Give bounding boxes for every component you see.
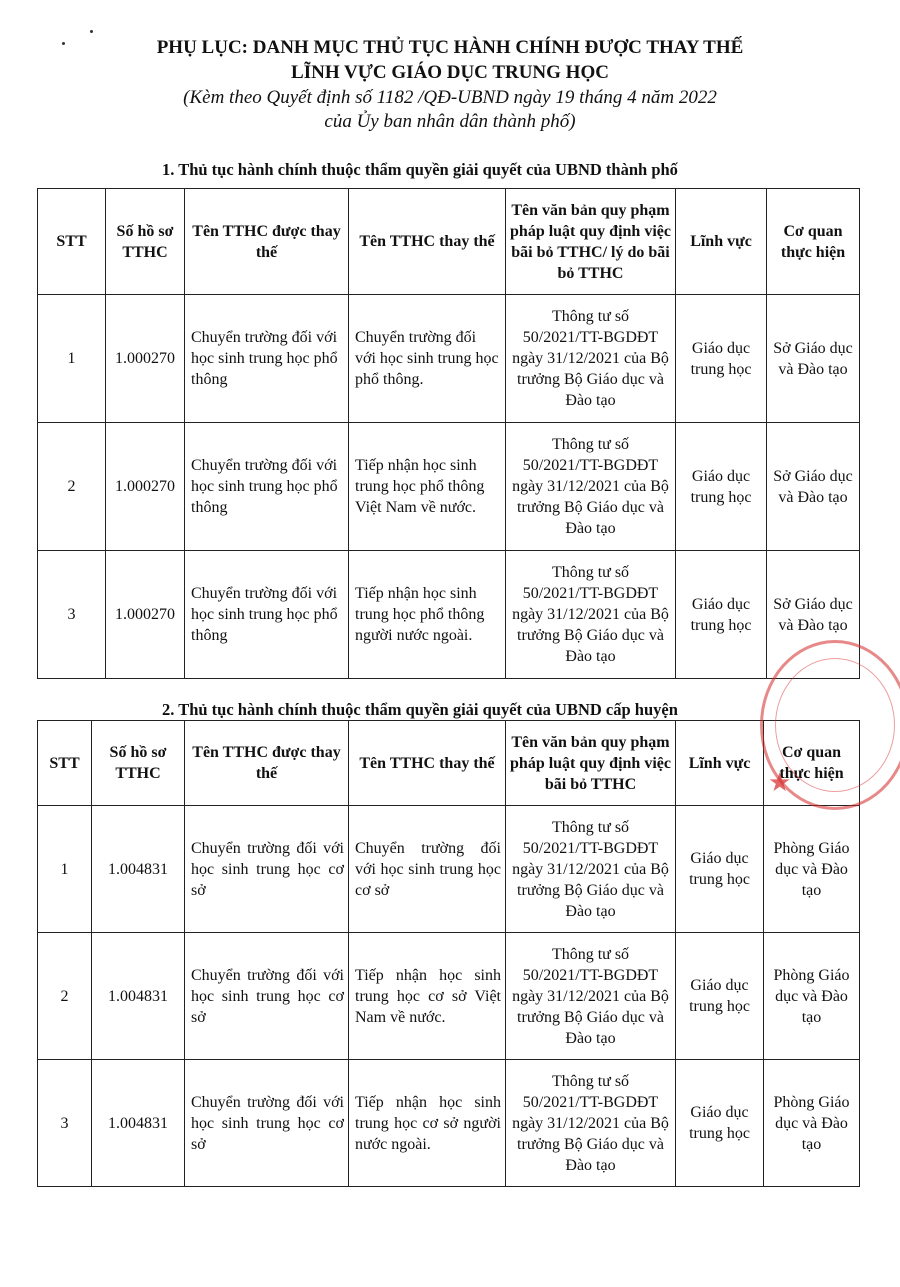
cell-legal-doc: Thông tư số 50/2021/TT-BGDĐT ngày 31/12/2021 của Bộ trưởng Bộ Giáo dục và Đào tạo — [506, 295, 676, 423]
col-header: STT — [38, 721, 92, 806]
table-header-row — [38, 721, 860, 806]
cell-field: Giáo dục trung học — [676, 295, 767, 423]
official-seal-inner-ring — [775, 658, 895, 792]
cell-stt: 2 — [38, 933, 92, 1060]
col-header: Tên TTHC thay thế — [349, 189, 506, 295]
cell-replacement: Tiếp nhận học sinh trung học cơ sở người nước ngoài. — [349, 1060, 506, 1187]
section2-heading: 2. Thủ tục hành chính thuộc thẩm quyền giải quyết của UBND cấp huyện — [162, 700, 678, 719]
cell-code: 1.000270 — [106, 551, 185, 679]
cell-agency: Sở Giáo dục và Đào tạo — [767, 551, 860, 679]
table-row — [38, 933, 860, 1060]
cell-replacement: Chuyển trường đối với học sinh trung học cơ sở — [349, 806, 506, 933]
cell-code: 1.004831 — [92, 1060, 185, 1187]
cell-replaced: Chuyển trường đối với học sinh trung học phổ thông — [185, 423, 349, 551]
cell-replacement: Tiếp nhận học sinh trung học phổ thông người nước ngoài. — [349, 551, 506, 679]
cell-stt: 3 — [38, 1060, 92, 1187]
section1-table — [37, 188, 860, 679]
table-row — [38, 295, 860, 423]
col-header: Tên TTHC được thay thế — [185, 189, 349, 295]
cell-replacement: Chuyển trường đối với học sinh trung học phổ thông. — [349, 295, 506, 423]
cell-field: Giáo dục trung học — [676, 551, 767, 679]
col-header: Tên TTHC thay thế — [349, 721, 506, 806]
col-header: Lĩnh vực — [676, 189, 767, 295]
cell-legal-doc: Thông tư số 50/2021/TT-BGDĐT ngày 31/12/2021 của Bộ trưởng Bộ Giáo dục và Đào tạo — [506, 806, 676, 933]
cell-code: 1.000270 — [106, 423, 185, 551]
cell-code: 1.004831 — [92, 933, 185, 1060]
cell-code: 1.004831 — [92, 806, 185, 933]
cell-replacement: Tiếp nhận học sinh trung học cơ sở Việt Nam về nước. — [349, 933, 506, 1060]
col-header: Lĩnh vực — [676, 721, 764, 806]
cell-legal-doc: Thông tư số 50/2021/TT-BGDĐT ngày 31/12/2021 của Bộ trưởng Bộ Giáo dục và Đào tạo — [506, 933, 676, 1060]
cell-replaced: Chuyển trường đối với học sinh trung học phổ thông — [185, 551, 349, 679]
section2-table — [37, 720, 860, 1187]
cell-legal-doc: Thông tư số 50/2021/TT-BGDĐT ngày 31/12/2021 của Bộ trưởng Bộ Giáo dục và Đào tạo — [506, 551, 676, 679]
cell-agency: Phòng Giáo dục và Đào tạo — [764, 1060, 860, 1187]
scan-speck — [90, 30, 93, 33]
col-header: Tên văn bản quy phạm pháp luật quy định việc bãi bỏ TTHC — [506, 721, 676, 806]
cell-stt: 1 — [38, 295, 106, 423]
cell-stt: 2 — [38, 423, 106, 551]
cell-replaced: Chuyển trường đối với học sinh trung học phổ thông — [185, 295, 349, 423]
document-subtitle: (Kèm theo Quyết định số 1182 /QĐ-UBND ngày 19 tháng 4 năm 2022 — [183, 87, 717, 108]
cell-field: Giáo dục trung học — [676, 806, 764, 933]
table-row — [38, 423, 860, 551]
col-header: Tên TTHC được thay thế — [185, 721, 349, 806]
cell-stt: 1 — [38, 806, 92, 933]
cell-agency: Sở Giáo dục và Đào tạo — [767, 423, 860, 551]
cell-legal-doc: Thông tư số 50/2021/TT-BGDĐT ngày 31/12/2021 của Bộ trưởng Bộ Giáo dục và Đào tạo — [506, 423, 676, 551]
col-header: Số hồ sơ TTHC — [92, 721, 185, 806]
col-header: Cơ quan thực hiện — [767, 189, 860, 295]
cell-replacement: Tiếp nhận học sinh trung học phổ thông Việt Nam về nước. — [349, 423, 506, 551]
col-header: Số hồ sơ TTHC — [106, 189, 185, 295]
seal-star-icon: ★ — [768, 768, 792, 797]
section1-heading: 1. Thủ tục hành chính thuộc thẩm quyền giải quyết của UBND thành phố — [162, 160, 678, 179]
document-subtitle-line2: của Ủy ban nhân dân thành phố) — [324, 111, 576, 132]
cell-field: Giáo dục trung học — [676, 423, 767, 551]
cell-stt: 3 — [38, 551, 106, 679]
cell-legal-doc: Thông tư số 50/2021/TT-BGDĐT ngày 31/12/2021 của Bộ trưởng Bộ Giáo dục và Đào tạo — [506, 1060, 676, 1187]
cell-code: 1.000270 — [106, 295, 185, 423]
table-row — [38, 806, 860, 933]
cell-agency: Sở Giáo dục và Đào tạo — [767, 295, 860, 423]
document-title-line2: LĨNH VỰC GIÁO DỤC TRUNG HỌC — [291, 62, 609, 83]
cell-agency: Phòng Giáo dục và Đào tạo — [764, 806, 860, 933]
col-header: Cơ quan thực hiện — [764, 721, 860, 806]
cell-replaced: Chuyển trường đối với học sinh trung học cơ sở — [185, 1060, 349, 1187]
cell-replaced: Chuyển trường đối với học sinh trung học cơ sở — [185, 933, 349, 1060]
cell-field: Giáo dục trung học — [676, 1060, 764, 1187]
table-row — [38, 551, 860, 679]
document-title: PHỤ LỤC: DANH MỤC THỦ TỤC HÀNH CHÍNH ĐƯỢC THAY THẾ — [156, 37, 744, 58]
cell-replaced: Chuyển trường đối với học sinh trung học cơ sở — [185, 806, 349, 933]
col-header: Tên văn bản quy phạm pháp luật quy định việc bãi bỏ TTHC/ lý do bãi bỏ TTHC — [506, 189, 676, 295]
cell-field: Giáo dục trung học — [676, 933, 764, 1060]
table-row — [38, 1060, 860, 1187]
cell-agency: Phòng Giáo dục và Đào tạo — [764, 933, 860, 1060]
table-header-row — [38, 189, 860, 295]
col-header: STT — [38, 189, 106, 295]
